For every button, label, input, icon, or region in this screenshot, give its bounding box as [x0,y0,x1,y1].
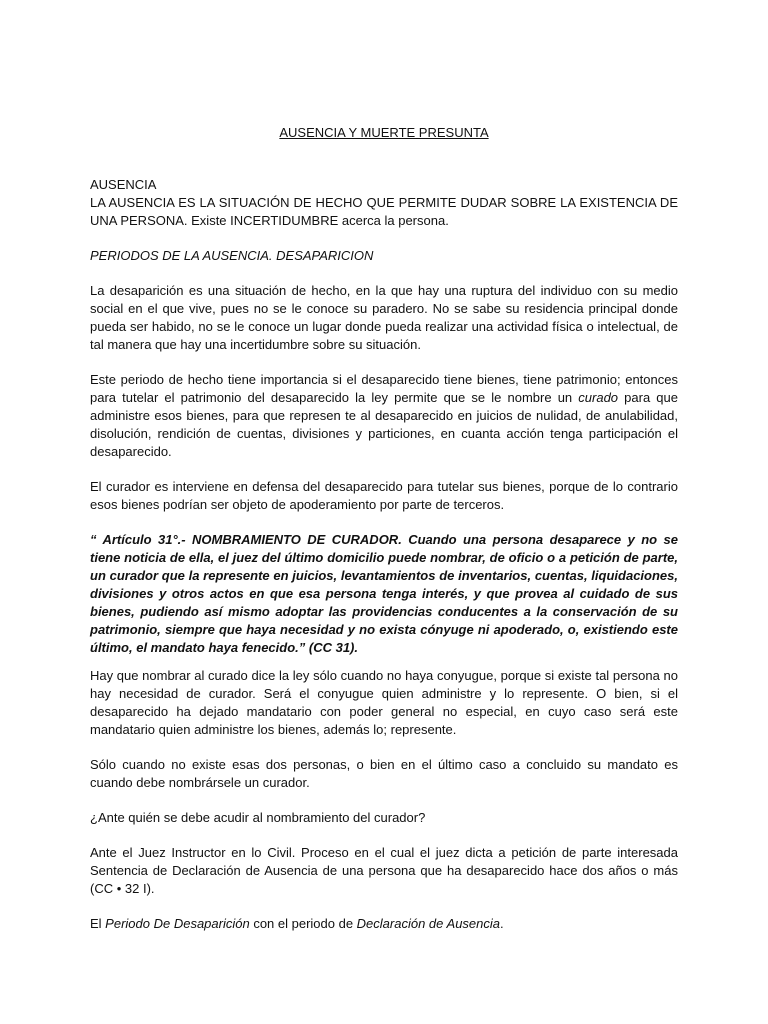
paragraph-desaparicion: La desaparición es una situación de hecho, en la que hay una ruptura del individuo con su medio social en el que vive, pues no se le conoce su paradero. No se sabe su residencia principal donde pueda ser habido, no se le conoce un lugar donde pueda realizar una actividad física o intelectual, de tal manera que hay una incertidumbre sobre su situación. [90,283,678,352]
question-nombramiento: ¿Ante quién se debe acudir al nombramiento del curador? [90,810,426,825]
heading-ausencia: AUSENCIA [90,177,157,192]
paragraph-curador: El curador es interviene en defensa del desaparecido para tutelar sus bienes, porque de lo contrario esos bienes podrían ser objeto de apoderamiento por parte de terceros. [90,479,678,512]
paragraph-patrimonio-after: para que administre esos bienes, para que represen te al desaparecido en juicios de nulidad, de anulabilidad, disolución, rendición de cuentas, divisiones y particiones, en cuanta acción tenga participación el desaparecido. [90,390,678,459]
term-declaracion-ausencia: Declaración de Ausencia [356,916,500,931]
final-suffix: . [500,916,504,931]
heading-periodos: PERIODOS DE LA AUSENCIA. DESAPARICION [90,248,374,263]
paragraph-periodo-final [90,915,678,933]
final-middle: con el periodo de [249,916,357,931]
paragraph-patrimonio [90,371,678,461]
final-prefix: El [90,916,106,931]
document-title: AUSENCIA Y MUERTE PRESUNTA [279,125,489,140]
paragraph-ausencia: LA AUSENCIA ES LA SITUACIÓN DE HECHO QUE PERMITE DUDAR SOBRE LA EXISTENCIA DE UNA PERSONA. Existe INCERTIDUMBRE acerca la persona. [90,195,678,228]
term-periodo-desaparicion: Periodo De Desaparición [105,916,250,931]
term-curado: curado [578,390,619,405]
paragraph-patrimonio-before: Este periodo de hecho tiene importancia si el desaparecido tiene bienes, tiene patrimonio; entonces para tutelar el patrimonio del desaparecido la ley permite que se le nombre un [90,372,678,405]
paragraph-conyugue: Hay que nombrar al curado dice la ley sólo cuando no haya conyugue, porque si existe tal persona no hay necesidad de curador. Será el conyugue quien administre y lo represente. O bien, si el desaparecido ha dejado mandatario con poder general no especial, en cuyo caso será este mandatario quien administre los bienes, además lo; represente. [90,668,678,737]
paragraph-solo-cuando: Sólo cuando no existe esas dos personas, o bien en el último caso a concluido su mandato es cuando debe nombrársele un curador. [90,757,678,790]
paragraph-juez-instructor: Ante el Juez Instructor en lo Civil. Proceso en el cual el juez dicta a petición de parte interesada Sentencia de Declaración de Ausencia de una persona que ha desaparecido hace dos años o más (CC • 32 I). [90,845,678,896]
quote-articulo-31: “ Artículo 31°.- NOMBRAMIENTO DE CURADOR. Cuando una persona desaparece y no se tiene noticia de ella, el juez del último domicilio puede nombrar, de oficio o a petición de parte, un curador que la represente en juicios, levantamientos de inventarios, cuentas, liquidaciones, divisiones y otros actos en que esa persona tenga interés, y que provea al cuidado de sus bienes, pudiendo así mismo adoptar las providencias conducentes a la conservación de su patrimonio, siempre que haya necesidad y no exista cónyuge ni apoderado, o, existiendo este último, el mandato haya fenecido.” (CC 31). [90,532,678,655]
